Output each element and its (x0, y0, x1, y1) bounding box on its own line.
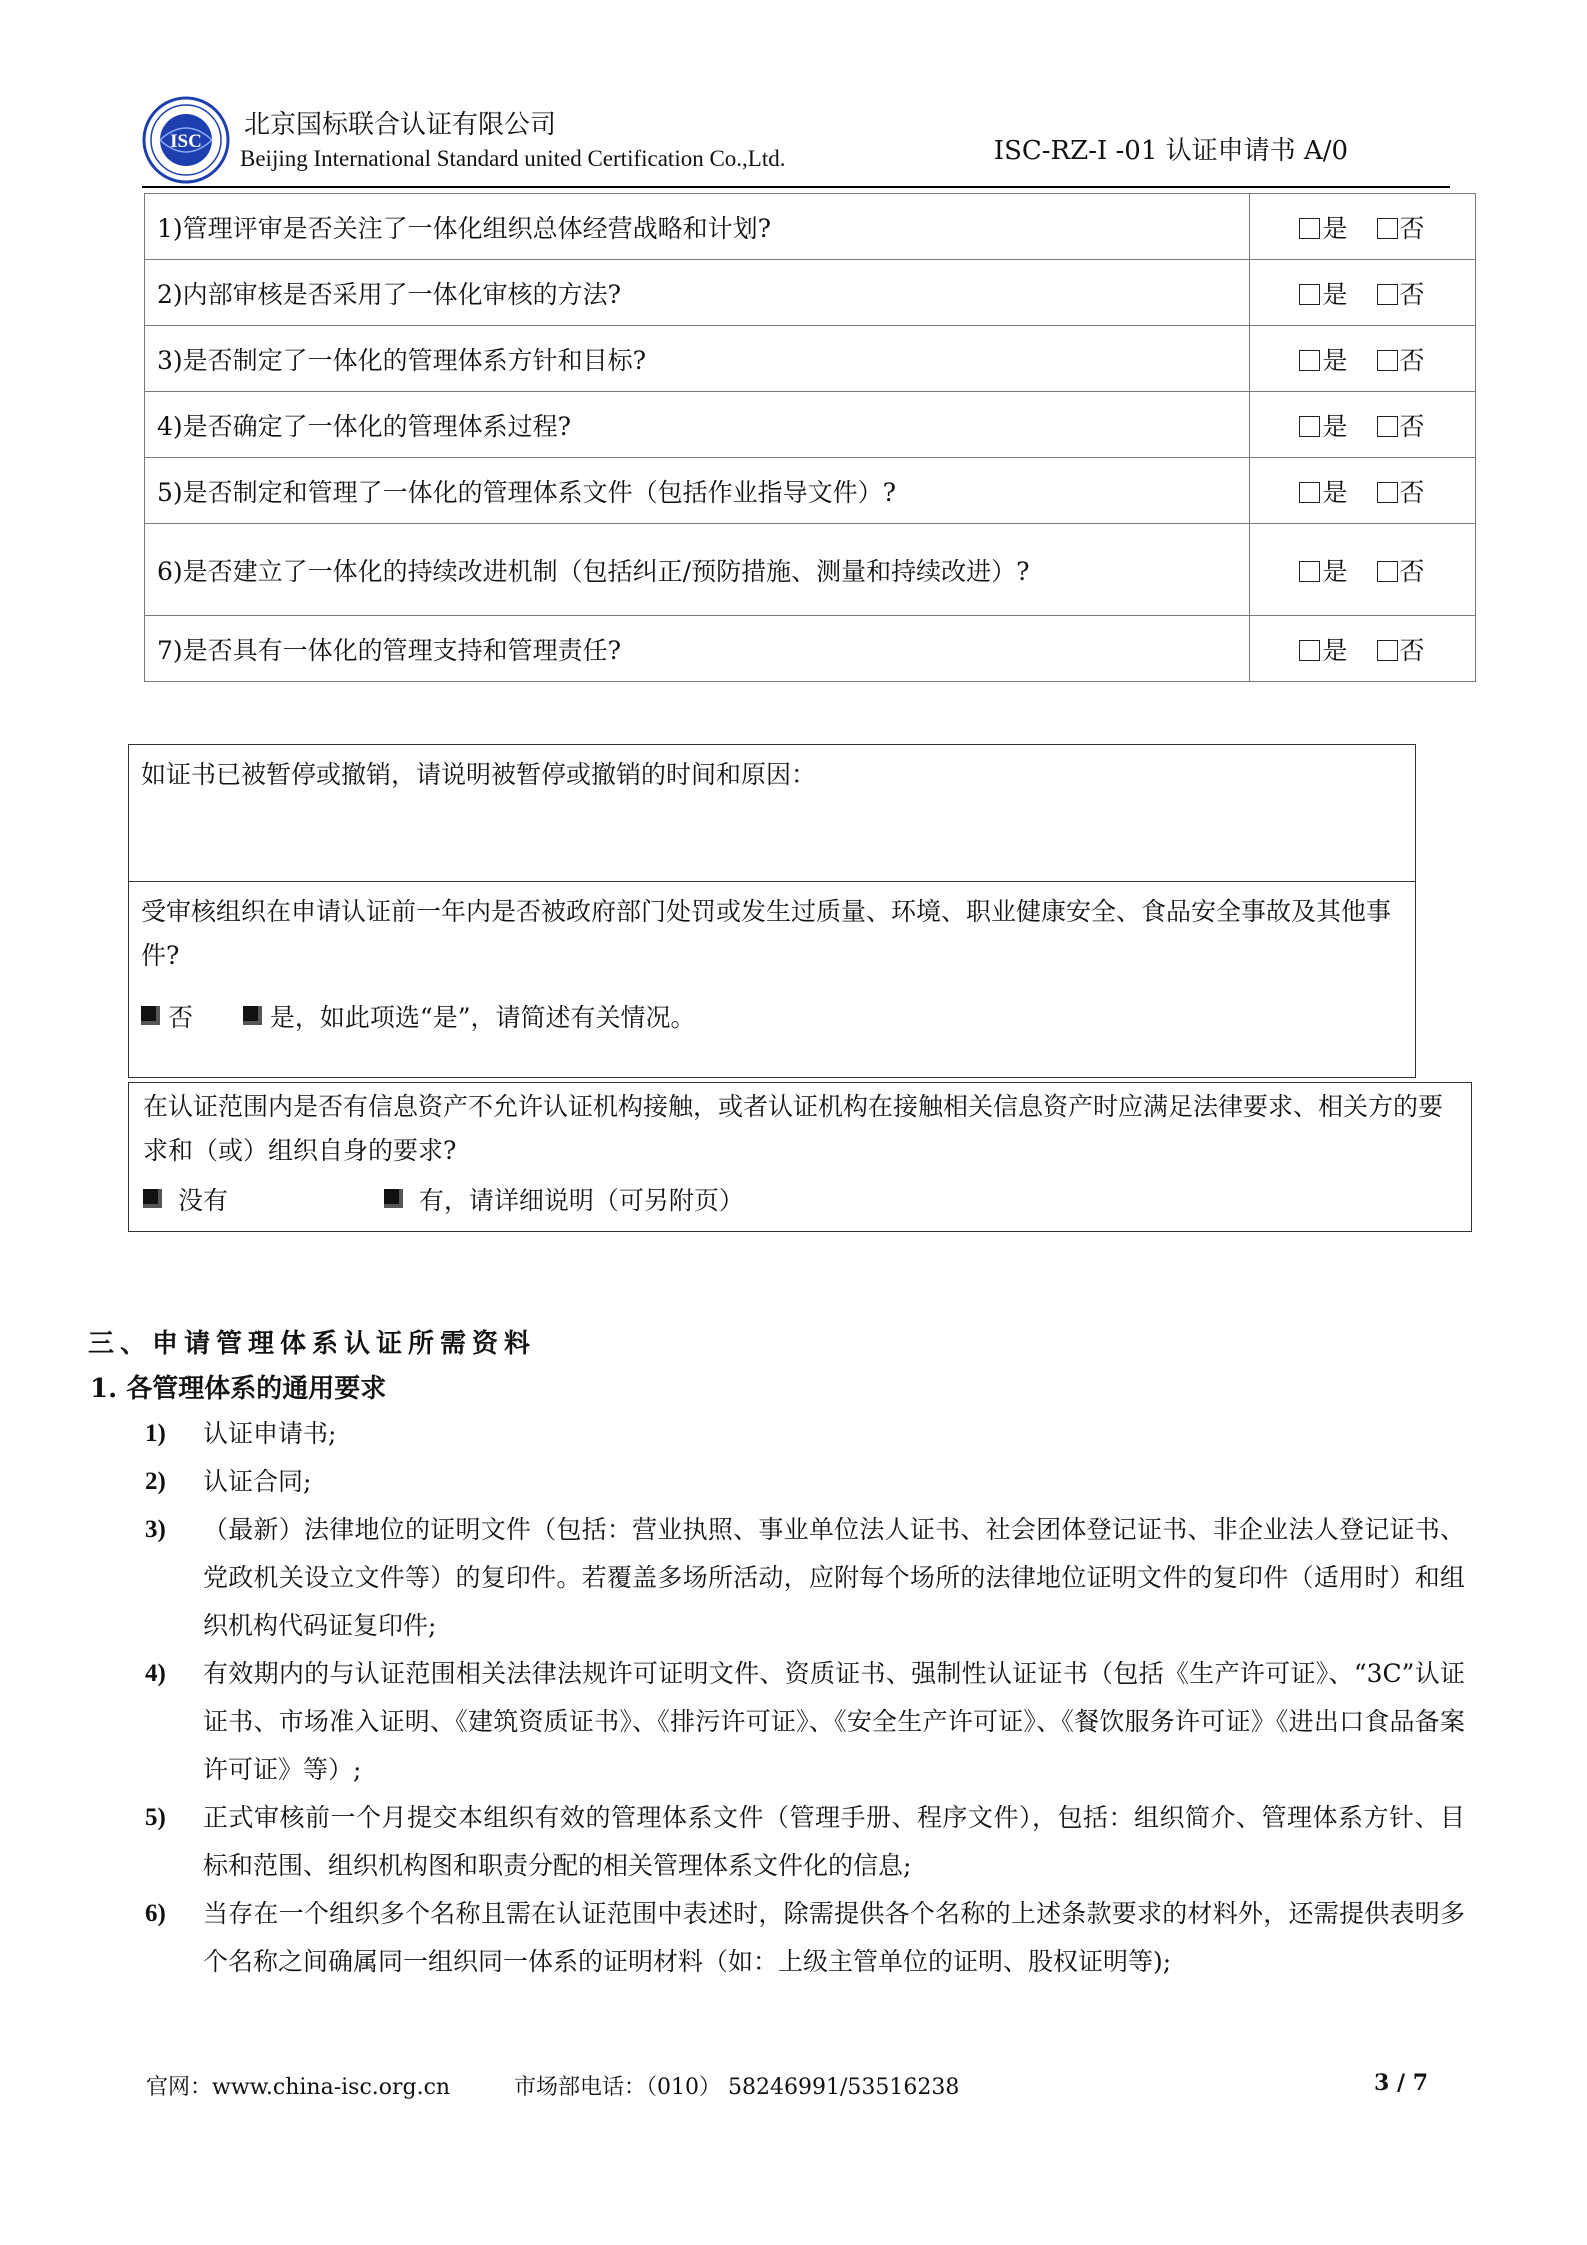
table-row (145, 616, 1476, 682)
footer-phone: 市场部电话：（010） 58246991/53516238 (514, 2075, 960, 2100)
logo-text: ISC (170, 131, 202, 152)
yes-label: 是 (1322, 477, 1349, 507)
penalty-box (128, 882, 1416, 1078)
item-number: 5) (145, 1804, 166, 1831)
no-checkbox[interactable] (1377, 561, 1398, 582)
no-label: 否 (1399, 477, 1426, 507)
no-label: 否 (1399, 635, 1426, 665)
company-name-en: Beijing International Standard united Certification Co.,Ltd. (240, 146, 786, 171)
list-item (145, 1458, 1465, 1506)
penalty-question: 受审核组织在申请认证前一年内是否被政府部门处罚或发生过质量、环境、职业健康安全、食品安全事故及其他事件? (141, 897, 1392, 970)
table-row (145, 458, 1476, 524)
item-text: 正式审核前一个月提交本组织有效的管理体系文件（管理手册、程序文件），包括：组织简介、管理体系方针、目标和范围、组织机构图和职责分配的相关管理体系文件化的信息; (203, 1803, 1465, 1880)
yes-no-options (1250, 524, 1476, 616)
integration-question-table (144, 193, 1476, 682)
no-checkbox[interactable] (1377, 640, 1398, 661)
suspension-box (128, 744, 1416, 882)
no-label: 否 (1399, 213, 1426, 243)
table-row (145, 194, 1476, 260)
subsection-title: 1. 各管理体系的通用要求 (90, 1374, 387, 1404)
item-text: 有效期内的与认证范围相关法律法规许可证明文件、资质证书、强制性认证证书（包括《生产许可证》、“3C”认证证书、市场准入证明、《建筑资质证书》、《排污许可证》、《安全生产许可证》、《餐饮服务许可证》《进出口食品备案许可证》等）; (203, 1659, 1465, 1784)
no-label: 否 (1399, 556, 1426, 586)
table-row (145, 326, 1476, 392)
yes-label: 是 (1322, 279, 1349, 309)
no-label: 否 (1399, 345, 1426, 375)
list-item (145, 1650, 1465, 1794)
list-item (145, 1506, 1465, 1650)
page-number: 3 / 7 (1374, 2070, 1428, 2096)
yes-no-options (1250, 392, 1476, 458)
yes-label: 是 (1322, 556, 1349, 586)
yes-checkbox[interactable] (1299, 482, 1320, 503)
section-title: 三、申请管理体系认证所需资料 (88, 1329, 537, 1359)
question-text: 3)是否制定了一体化的管理体系方针和目标? (145, 326, 1250, 392)
item-number: 3) (145, 1516, 166, 1543)
list-item (145, 1890, 1465, 1986)
info-assets-question: 在认证范围内是否有信息资产不允许认证机构接触，或者认证机构在接触相关信息资产时应满足法律要求、相关方的要求和（或）组织自身的要求? (143, 1092, 1444, 1165)
no-checkbox[interactable] (1377, 350, 1398, 371)
yes-label: 是 (1322, 411, 1349, 441)
table-row (145, 524, 1476, 616)
question-text: 7)是否具有一体化的管理支持和管理责任? (145, 616, 1250, 682)
isc-logo-icon (142, 96, 230, 184)
penalty-no-checkbox[interactable] (141, 1006, 160, 1025)
item-number: 4) (145, 1660, 166, 1687)
penalty-yes-checkbox[interactable] (243, 1006, 262, 1025)
no-checkbox[interactable] (1377, 284, 1398, 305)
no-checkbox[interactable] (1377, 416, 1398, 437)
yes-checkbox[interactable] (1299, 284, 1320, 305)
no-checkbox[interactable] (1377, 482, 1398, 503)
yes-no-options (1250, 326, 1476, 392)
table-row (145, 392, 1476, 458)
yes-no-options (1250, 616, 1476, 682)
suspension-label: 如证书已被暂停或撤销，请说明被暂停或撤销的时间和原因： (141, 760, 817, 789)
no-checkbox[interactable] (1377, 218, 1398, 239)
yes-checkbox[interactable] (1299, 640, 1320, 661)
yes-checkbox[interactable] (1299, 218, 1320, 239)
yes-no-options (1250, 194, 1476, 260)
yes-no-options (1250, 458, 1476, 524)
question-text: 2)内部审核是否采用了一体化审核的方法? (145, 260, 1250, 326)
document-code: ISC-RZ-I -01 认证申请书 A/0 (993, 136, 1348, 166)
item-number: 2) (145, 1468, 166, 1495)
table-row (145, 260, 1476, 326)
info-assets-have-label: 有，请详细说明（可另附页） (418, 1186, 744, 1215)
item-number: 1) (145, 1420, 166, 1447)
info-assets-have-checkbox[interactable] (384, 1189, 403, 1208)
yes-no-options (1250, 260, 1476, 326)
item-number: 6) (145, 1900, 166, 1927)
item-text: 认证合同; (203, 1467, 312, 1496)
question-text: 5)是否制定和管理了一体化的管理体系文件（包括作业指导文件）? (145, 458, 1250, 524)
yes-checkbox[interactable] (1299, 350, 1320, 371)
yes-label: 是 (1322, 213, 1349, 243)
item-text: 认证申请书; (203, 1419, 337, 1448)
yes-checkbox[interactable] (1299, 416, 1320, 437)
company-name-cn: 北京国标联合认证有限公司 (244, 110, 557, 140)
yes-label: 是 (1322, 345, 1349, 375)
item-text: 当存在一个组织多个名称且需在认证范围中表述时，除需提供各个名称的上述条款要求的材料外，还需提供表明多个名称之间确属同一组织同一体系的证明材料（如：上级主管单位的证明、股权证明等); (203, 1899, 1465, 1976)
question-text: 4)是否确定了一体化的管理体系过程? (145, 392, 1250, 458)
info-assets-box (128, 1082, 1472, 1232)
yes-label: 是 (1322, 635, 1349, 665)
question-text: 1)管理评审是否关注了一体化组织总体经营战略和计划? (145, 194, 1250, 260)
footer-website: 官网：www.china-isc.org.cn (146, 2075, 451, 2100)
list-item (145, 1794, 1465, 1890)
list-item (145, 1410, 1465, 1458)
no-label: 否 (1399, 279, 1426, 309)
penalty-no-label: 否 (168, 1003, 194, 1032)
yes-checkbox[interactable] (1299, 561, 1320, 582)
page-header (142, 90, 1450, 188)
penalty-yes-label: 是，如此项选“是”，请简述有关情况。 (269, 1003, 696, 1032)
info-assets-none-label: 没有 (177, 1186, 228, 1215)
item-text: （最新）法律地位的证明文件（包括：营业执照、事业单位法人证书、社会团体登记证书、非企业法人登记证书、党政机关设立文件等）的复印件。若覆盖多场所活动，应附每个场所的法律地位证明文件的复印件（适用时）和组织机构代码证复印件; (203, 1515, 1465, 1640)
info-assets-none-checkbox[interactable] (143, 1189, 162, 1208)
no-label: 否 (1399, 411, 1426, 441)
question-text: 6)是否建立了一体化的持续改进机制（包括纠正/预防措施、测量和持续改进）? (145, 524, 1250, 616)
